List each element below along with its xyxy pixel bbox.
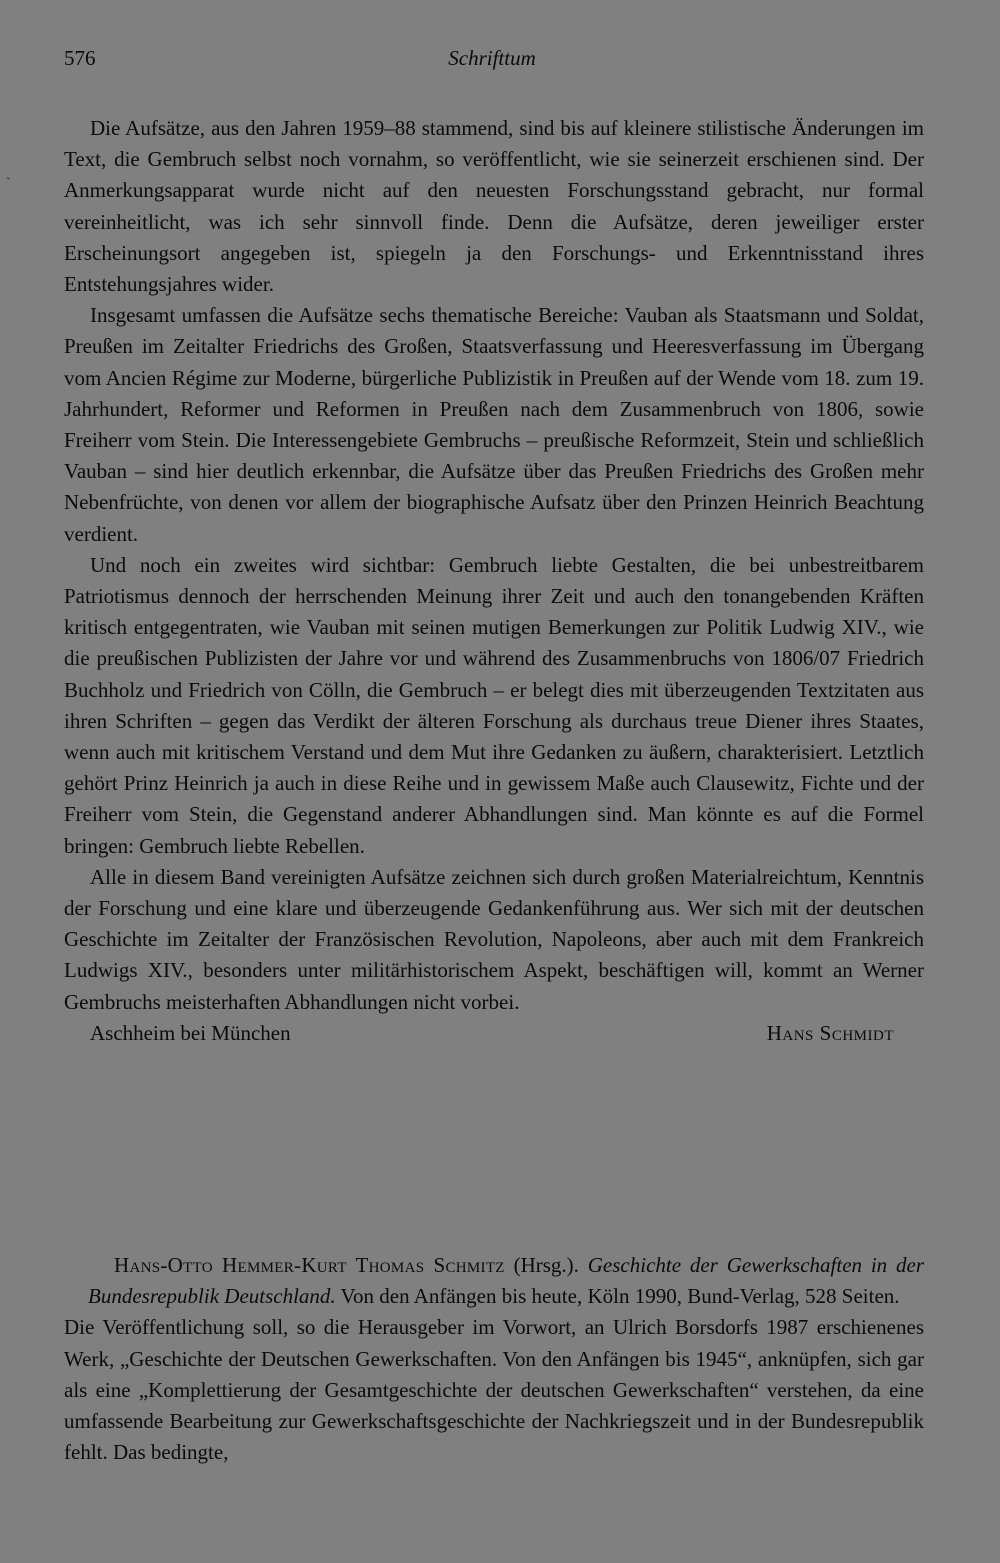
review-gewerkschaften <box>64 1250 924 1468</box>
paragraph: Alle in diesem Band vereinigten Aufsätze zeichnen sich durch großen Materialreichtum, Kenntnis der Forschung und eine klare und überzeugende Gedankenführung aus. Wer sich mit der deutschen Geschichte im Zeitalter der Französischen Revolution, Napoleons, aber auch mit dem Frankreich Ludwigs XIV., besonders unter militärhistorischem Aspekt, beschäftigen will, kommt an Werner Gembruchs meisterhaften Abhandlungen nicht vorbei. <box>64 864 924 1014</box>
paragraph: Und noch ein zweites wird sichtbar: Gembruch liebte Gestalten, die bei unbestreitbarem Patriotismus dennoch der herrschenden Meinung ihrer Zeit und auch den tonangebenden Kräften kritisch entgegentraten, wie Vauban mit seinen mutigen Bemerkungen zur Politik Ludwig XIV., wie die preußischen Publizisten der Jahre vor und während des Zusammenbruchs von 1806/07 Friedrich Buchholz und Friedrich von Cölln, die Gembruch – er belegt dies mit überzeugenden Textzitaten aus ihren Schriften – gegen das Verdikt der älteren Forschung als durchaus treue Diener ihres Staates, wenn auch mit kritischem Verstand und dem Mut ihre Gedanken zu äußern, charakterisiert. Letztlich gehört Prinz Heinrich ja auch in diese Reihe und in gewissem Maße auch Clausewitz, Fichte und der Freiherr vom Stein, die Gegenstand anderer Abhandlungen sind. Man könnte es auf die Formel bringen: Gembruch liebte Rebellen. <box>64 552 924 858</box>
signature-place: Aschheim bei München <box>90 1020 291 1045</box>
running-head <box>64 46 920 76</box>
book-citation <box>64 1250 924 1312</box>
citation-editor-note: (Hrsg.). <box>504 1253 588 1277</box>
paragraph: Die Aufsätze, aus den Jahren 1959–88 stammend, sind bis auf kleinere stilistische Änderungen im Text, die Gembruch selbst noch vornahm, so veröffentlicht, wie sie seinerzeit erschienen sind. Der Anmerkungsapparat wurde nicht auf den neuesten Forschungsstand gebracht, nur formal vereinheitlicht, was ich sehr sinnvoll finde. Denn die Aufsätze, deren jeweiliger erster Erscheinungsort angegeben ist, spiegeln ja den Forschungs- und Erkenntnisstand ihres Entstehungsjahres wider. <box>64 116 924 297</box>
section-title: Schrifttum <box>448 46 536 70</box>
page-number: 576 <box>64 46 96 70</box>
reviewer-name: Hans Schmidt <box>766 1020 894 1045</box>
citation-title: Geschichte der Gewerkschaften in der Bundesrepublik Deutschland. <box>88 1253 925 1309</box>
citation-authors: Hans-Otto Hemmer-Kurt Thomas Schmitz <box>114 1253 505 1277</box>
paragraph: Insgesamt umfassen die Aufsätze sechs thematische Bereiche: Vauban als Staatsmann und Soldat, Preußen im Zeitalter Friedrichs des Großen, Staatsverfassung und Heeresverfassung im Übergang vom Ancien Régime zur Moderne, bürgerliche Publizistik in Preußen auf der Wende vom 18. zum 19. Jahrhundert, Reformer und Reformen in Preußen nach dem Zusammenbruch von 1806, sowie Freiherr vom Stein. Die Interessengebiete Gembruchs – preußische Reformzeit, Stein und schließlich Vauban – sind hier deutlich erkennbar, die Aufsätze über das Preußen Friedrichs des Großen mehr Nebenfrüchte, von denen vor allem der biographische Aufsatz über den Prinzen Heinrich Beachtung verdient. <box>64 303 924 546</box>
review-signature <box>64 1018 924 1049</box>
paragraph: Die Veröffentlichung soll, so die Herausgeber im Vorwort, an Ulrich Borsdorfs 1987 erschienenes Werk, „Geschichte der Deutschen Gewerkschaften. Von den Anfängen bis 1945“, anknüpfen, sich gar als eine „Komplettierung der Gesamtgeschichte der deutschen Gewerkschaften“ verstehen, da eine umfassende Bearbeitung zur Gewerkschaftsgeschichte der Nachkriegszeit und in der Bundesrepublik fehlt. Das bedingte, <box>64 1315 924 1465</box>
citation-details: Von den Anfängen bis heute, Köln 1990, Bund-Verlag, 528 Seiten. <box>335 1284 900 1309</box>
review-gembruch <box>64 113 924 1049</box>
margin-mark: ` <box>6 176 11 191</box>
